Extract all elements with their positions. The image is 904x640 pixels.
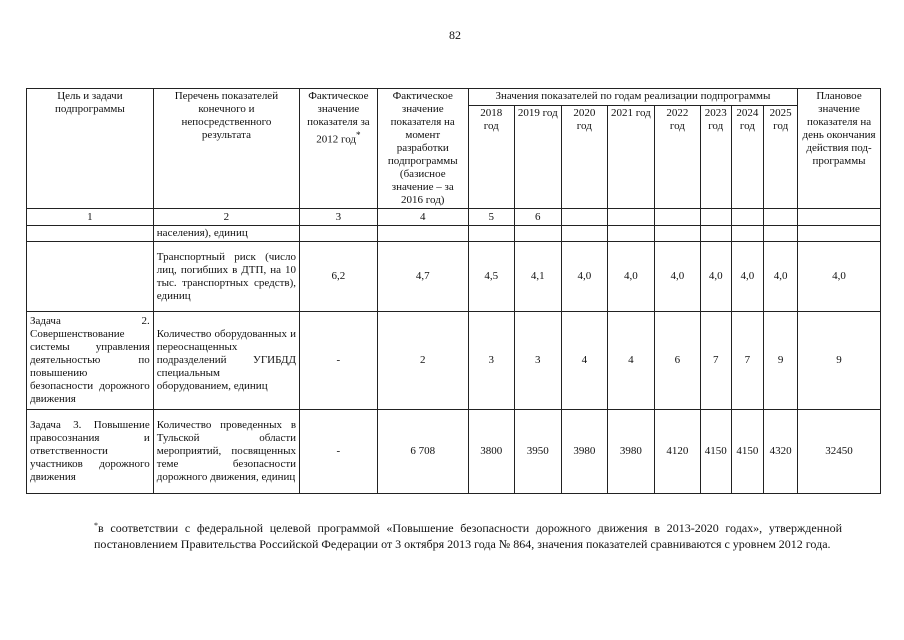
indicator-cell: Транспортный риск (число лиц, погибших в ДТП, на 10 тыс. транспортных средств), единиц (153, 242, 299, 312)
year-value: 3950 (514, 410, 561, 494)
column-number (731, 209, 764, 226)
value-2016: 2 (377, 312, 468, 410)
header-year: 2020 год (561, 106, 607, 209)
year-value: 6 (654, 312, 700, 410)
goal-cell: Задача 2. Совершенствование системы управления деятельностью по повышению безопасности дорожного движения (27, 312, 154, 410)
page-number: 82 (449, 28, 461, 42)
value-2016: 6 708 (377, 410, 468, 494)
header-planned: Плановое значение показателя на день окончания действия под-программы (798, 89, 881, 209)
value-2012: - (300, 312, 378, 410)
header-year: 2021 год (607, 106, 654, 209)
year-value: 7 (700, 312, 731, 410)
year-value: 4,0 (607, 242, 654, 312)
year-value: 3 (468, 312, 514, 410)
value-2016: 4,7 (377, 242, 468, 312)
header-year: 2024 год (731, 106, 764, 209)
table-row (27, 242, 881, 312)
column-numbering-row (27, 209, 881, 226)
column-number (654, 209, 700, 226)
goal-cell (27, 242, 154, 312)
column-number: 5 (468, 209, 514, 226)
header-actual-dev: Фактическое значение показателя на момент разработки подпрограммы (базисное значение – за 2016 год) (377, 89, 468, 209)
header-indicators: Перечень показателей конечного и непосредственного результата (153, 89, 299, 209)
column-number: 1 (27, 209, 154, 226)
footnote-mark: * (94, 521, 98, 530)
column-number (700, 209, 731, 226)
year-value (607, 226, 654, 242)
header-year: 2022 год (654, 106, 700, 209)
column-number: 4 (377, 209, 468, 226)
planned-value: 4,0 (798, 242, 881, 312)
year-value: 4 (607, 312, 654, 410)
year-value (654, 226, 700, 242)
year-value: 4150 (700, 410, 731, 494)
header-goal: Цель и задачи подпрограммы (27, 89, 154, 209)
table-row (27, 226, 881, 242)
column-number (561, 209, 607, 226)
column-number (798, 209, 881, 226)
table-row (27, 312, 881, 410)
header-year: 2025 год (764, 106, 798, 209)
header-actual-2012-text: Фактическое значение показателя за 2012 год (307, 90, 370, 146)
year-value: 4320 (764, 410, 798, 494)
column-number (764, 209, 798, 226)
planned-value (798, 226, 881, 242)
year-value (514, 226, 561, 242)
year-value: 4,0 (731, 242, 764, 312)
year-value (731, 226, 764, 242)
year-value (764, 226, 798, 242)
year-value: 4,0 (654, 242, 700, 312)
planned-value: 32450 (798, 410, 881, 494)
year-value: 4150 (731, 410, 764, 494)
year-value: 9 (764, 312, 798, 410)
indicators-table (26, 88, 881, 494)
year-value: 4120 (654, 410, 700, 494)
year-value: 4 (561, 312, 607, 410)
year-value: 4,5 (468, 242, 514, 312)
header-years-group: Значения показателей по годам реализации подпрограммы (468, 89, 797, 106)
year-value: 3980 (561, 410, 607, 494)
table-row (27, 410, 881, 494)
year-value: 4,1 (514, 242, 561, 312)
column-number: 3 (300, 209, 378, 226)
year-value (561, 226, 607, 242)
header-actual-2012 (300, 89, 378, 209)
year-value: 3800 (468, 410, 514, 494)
header-year: 2019 год (514, 106, 561, 209)
column-number (607, 209, 654, 226)
column-number: 6 (514, 209, 561, 226)
indicator-cell: Количество проведенных в Тульской области мероприятий, посвященных теме безопасности дорожного движения, единиц (153, 410, 299, 494)
year-value (700, 226, 731, 242)
column-number: 2 (153, 209, 299, 226)
year-value: 4,0 (764, 242, 798, 312)
goal-cell (27, 226, 154, 242)
footnote-text: в соответствии с федеральной целевой программой «Повышение безопасности дорожного движения в 2013-2020 годах», утвержденной постановлением Правительства Российской Федерации от 3 октября 2013 года № 864, значения показателей сравниваются с уровнем 2012 года. (94, 521, 842, 551)
indicator-cell: населения), единиц (153, 226, 299, 242)
footnote (94, 520, 842, 552)
planned-value: 9 (798, 312, 881, 410)
header-year: 2023 год (700, 106, 731, 209)
year-value (468, 226, 514, 242)
indicator-cell: Количество оборудованных и переоснащенных подразделений УГИБДД специальным оборудованием, единиц (153, 312, 299, 410)
footnote-mark: * (355, 130, 361, 140)
year-value: 4,0 (561, 242, 607, 312)
header-year: 2018 год (468, 106, 514, 209)
value-2012: - (300, 410, 378, 494)
year-value: 3980 (607, 410, 654, 494)
year-value: 4,0 (700, 242, 731, 312)
year-value: 7 (731, 312, 764, 410)
goal-cell: Задача 3. Повышение правосознания и ответственности участников дорожного движения (27, 410, 154, 494)
year-value: 3 (514, 312, 561, 410)
value-2016 (377, 226, 468, 242)
value-2012 (300, 226, 378, 242)
value-2012: 6,2 (300, 242, 378, 312)
